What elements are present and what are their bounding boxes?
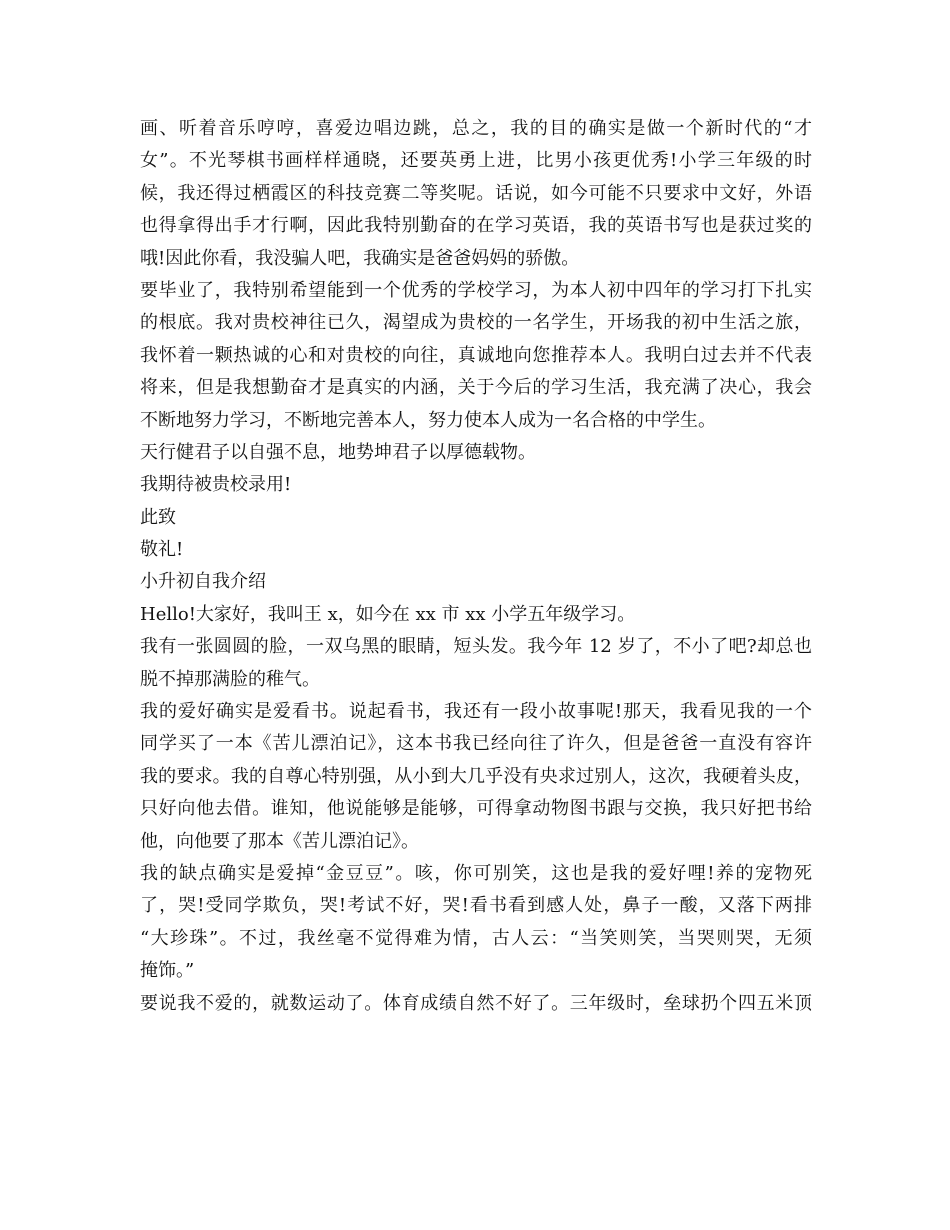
text-line: 不断地努力学习，不断地完善本人，努力使本人成为一名合格的中学生。 [140,409,716,431]
text-line: 敬礼! [140,539,184,561]
text-line: 我怀着一颗热诚的心和对贵校的向往，真诚地向您推荐本人。我明白过去并不代表 [140,344,812,366]
text-line: 将来，但是我想勤奋才是真实的内涵，关于今后的学习生活，我充满了决心，我会 [140,377,812,399]
text-line: 同学买了一本《苦儿漂泊记》，这本书我已经向往了许久，但是爸爸一直没有容许 [140,733,812,755]
text-line: 只好向他去借。谁知，他说能够是能够，可得拿动物图书跟与交换，我只好把书给 [140,798,812,820]
text-line: 女”。不光琴棋书画样样通晓，还要英勇上进，比男小孩更优秀!小学三年级的时 [140,150,812,172]
text-line: 他，向他要了那本《苦儿漂泊记》。 [140,830,419,852]
document-page [140,113,812,1020]
text-line: 我期待被贵校录用! [140,474,292,496]
text-line: 哦!因此你看，我没骗人吧，我确实是爸爸妈妈的骄傲。 [140,247,580,269]
text-line: 也得拿得出手才行啊，因此我特别勤奋的在学习英语，我的英语书写也是获过奖的 [140,215,812,237]
text-line: 的根底。我对贵校神往已久，渴望成为贵校的一名学生，开场我的初中生活之旅， [140,312,812,334]
section-heading: 小升初自我介绍 [140,571,266,593]
text-line: 了，哭!受同学欺负，哭!考试不好，哭!看书看到感人处，鼻子一酸，又落下两排 [140,895,812,917]
text-line: 画、听着音乐哼哼，喜爱边唱边跳，总之，我的目的确实是做一个新时代的“才 [140,118,812,139]
text-line: 我的缺点确实是爱掉“金豆豆”。咳，你可别笑，这也是我的爱好哩!养的宠物死 [140,862,812,884]
text-line: 要说我不爱的，就数运动了。体育成绩自然不好了。三年级时，垒球扔个四五米顶 [140,992,812,1014]
text-line: 天行健君子以自强不息，地势坤君子以厚德载物。 [140,441,536,463]
text-line: 我的要求。我的自尊心特别强，从小到大几乎没有央求过别人，这次，我硬着头皮， [140,765,812,787]
text-line: “大珍珠”。不过，我丝毫不觉得难为情，古人云：“当笑则笑，当哭则哭，无须 [140,927,812,949]
text-line: Hello!大家好，我叫王 x，如今在 xx 市 xx 小学五年级学习。 [140,603,636,625]
text-line: 我的爱好确实是爱看书。说起看书，我还有一段小故事呢!那天，我看见我的一个 [140,701,812,723]
text-line: 候，我还得过栖霞区的科技竞赛二等奖呢。话说，如今可能不只要求中文好，外语 [140,182,812,204]
text-line: 此致 [140,506,176,528]
text-line: 要毕业了，我特别希望能到一个优秀的学校学习，为本人初中四年的学习打下扎实 [140,279,812,301]
text-line: 我有一张圆圆的脸，一双乌黑的眼睛，短头发。我今年 12 岁了，不小了吧?却总也 [140,636,812,658]
text-line: 掩饰。” [140,960,195,982]
text-line: 脱不掉那满脸的稚气。 [140,668,320,690]
